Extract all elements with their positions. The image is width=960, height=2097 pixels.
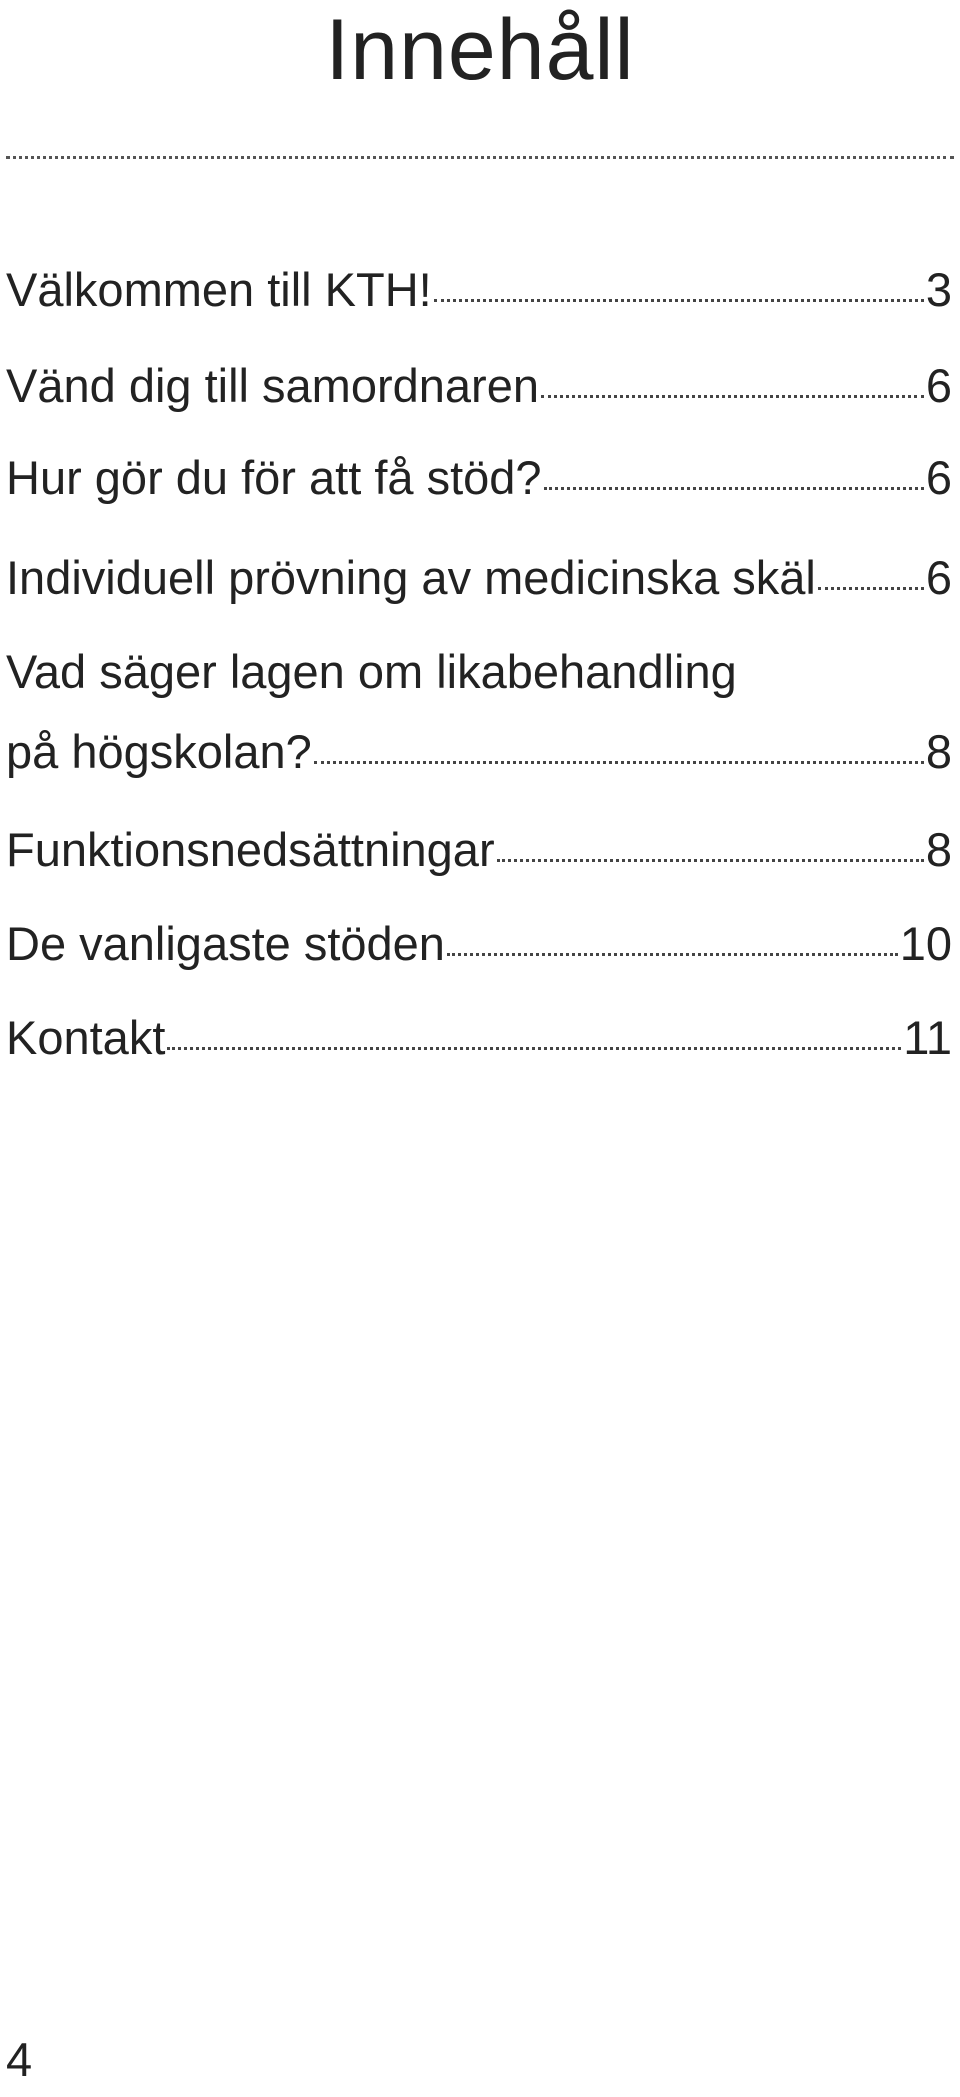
toc-entry-page: 3: [925, 263, 952, 316]
toc-entry-stod[interactable]: [6, 450, 952, 506]
toc-entry-label: Individuell prövning av medicinska skäl: [6, 551, 816, 604]
toc-entry-page: 6: [925, 551, 952, 604]
dot-leader: [314, 761, 924, 764]
dot-leader: [541, 395, 924, 398]
toc-entry-valkommen[interactable]: [6, 262, 952, 318]
toc-entry-label: Välkommen till KTH!: [6, 263, 432, 316]
page-number: 4: [6, 2033, 33, 2086]
toc-entry-label: Vänd dig till samordnaren: [6, 359, 539, 412]
dot-leader: [434, 299, 924, 302]
toc-entry-page: 6: [925, 359, 952, 412]
toc-entry-kontakt[interactable]: [6, 1010, 952, 1066]
toc-entry-page: 11: [903, 1011, 952, 1064]
toc-entry-page: 8: [925, 823, 952, 876]
dot-leader: [544, 487, 924, 490]
toc-entry-provning[interactable]: [6, 550, 952, 606]
toc-entry-lagen[interactable]: [6, 644, 952, 780]
dot-leader: [497, 859, 924, 862]
dot-leader: [167, 1047, 901, 1050]
toc-entry-page: 8: [925, 725, 952, 778]
dot-leader: [447, 953, 898, 956]
toc-entry-page: 10: [899, 917, 952, 970]
toc-entry-label: De vanligaste stöden: [6, 917, 445, 970]
toc-entry-label: Funktionsnedsättningar: [6, 823, 495, 876]
toc-entry-samordnaren[interactable]: [6, 358, 952, 414]
toc-entry-label: på högskolan?: [6, 725, 312, 778]
page-title: Innehåll: [325, 2, 635, 98]
toc-entry-stoden[interactable]: [6, 916, 952, 972]
title-divider: [6, 156, 954, 159]
toc-entry-label-line1: Vad säger lagen om likabehandling: [6, 645, 737, 698]
toc-entry-page: 6: [925, 451, 952, 504]
toc-entry-label: Kontakt: [6, 1011, 166, 1064]
toc-entry-label: Hur gör du för att få stöd?: [6, 451, 542, 504]
dot-leader: [818, 587, 924, 590]
toc-entry-funktionsnedsattningar[interactable]: [6, 822, 952, 878]
